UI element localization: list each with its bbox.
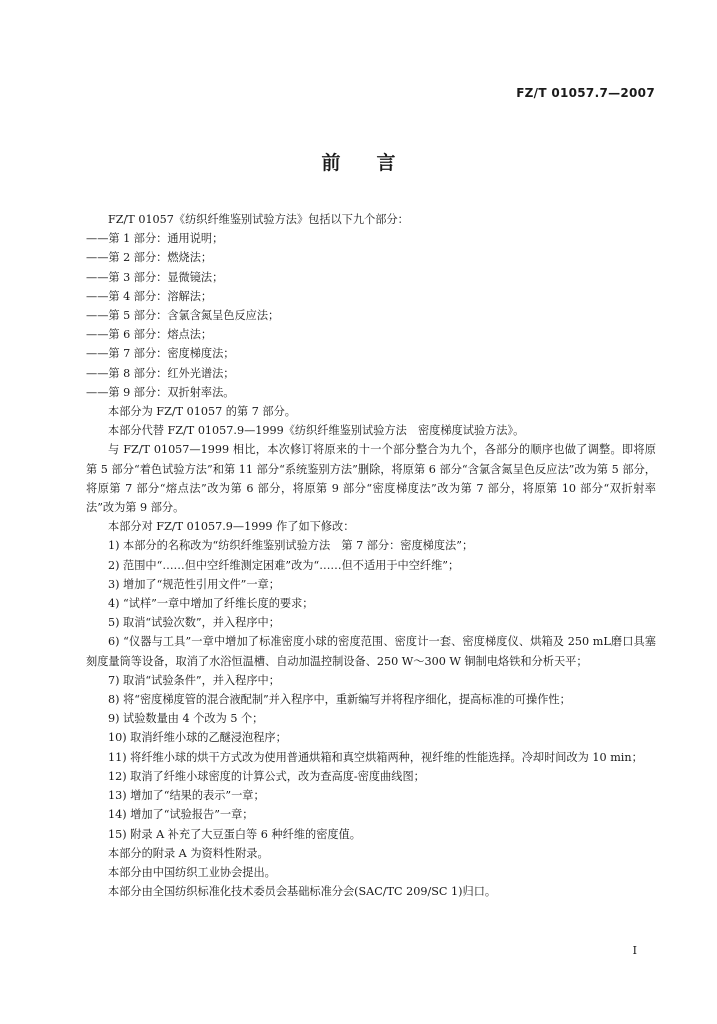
change-item: 15) 附录 A 补充了大豆蛋白等 6 种纤维的密度值。 bbox=[108, 827, 361, 841]
change-item: 13) 增加了“结果的表示”一章； bbox=[108, 789, 265, 803]
change-item: 4) “试样”一章中增加了纤维长度的要求； bbox=[108, 597, 314, 611]
change-item: 2) 范围中“……但中空纤维测定困难”改为“……但不适用于中空纤维”； bbox=[108, 558, 460, 572]
paragraph: 本部分为 FZ/T 01057 的第 7 部分。 bbox=[108, 405, 296, 419]
list-item: ——第 5 部分：含氯含氮呈色反应法； bbox=[86, 309, 280, 323]
paragraph: 与 FZ/T 01057—1999 相比，本次修订将原来的十一个部分整合为九个，各部分的顺序也做了调整。即将原第 5 部分“着色试验方法”和第 11 部分“系统鉴别方法”删除，将原第 6 部分“含氯含氮呈色反应法”改为第 5 部分，将原第 7 部分“熔点法”改为第 6 部分，将原第 9 部分“密度梯度法”改为第 7 部分，将原第 10 部分“双折射率法”改为第 9 部分。 bbox=[86, 443, 656, 515]
change-item: 5) 取消“试验次数”，并入程序中； bbox=[108, 616, 280, 630]
paragraph: 本部分由全国纺织标准化技术委员会基础标准分会(SAC/TC 209/SC 1)归口。 bbox=[108, 885, 497, 899]
change-item: 1) 本部分的名称改为“纺织纤维鉴别试验方法 第 7 部分：密度梯度法”； bbox=[108, 539, 474, 553]
list-item: ——第 3 部分：显微镜法； bbox=[86, 270, 224, 284]
paragraph: 本部分由中国纺织工业协会提出。 bbox=[108, 865, 276, 879]
page-title: 前言 bbox=[321, 152, 432, 174]
change-item: 6) “仪器与工具”一章中增加了标准密度小球的密度范围、密度计一套、密度梯度仪、烘箱及 250 mL磨口具塞刻度量筒等设备，取消了水浴恒温槽、自动加温控制设备、250 W～300 W 铜制电烙铁和分析天平； bbox=[86, 635, 656, 668]
change-item: 7) 取消“试验条件”，并入程序中； bbox=[108, 673, 280, 687]
foreword-body bbox=[86, 210, 656, 901]
list-item: ——第 1 部分：通用说明； bbox=[86, 232, 224, 246]
list-item: ——第 4 部分：溶解法； bbox=[86, 289, 213, 303]
list-item: ——第 9 部分：双折射率法。 bbox=[86, 385, 235, 399]
intro-paragraph: FZ/T 01057《纺织纤维鉴别试验方法》包括以下九个部分： bbox=[108, 213, 409, 226]
standard-code: FZ/T 01057.7—2007 bbox=[516, 86, 655, 100]
paragraph: 本部分代替 FZ/T 01057.9—1999《纺织纤维鉴别试验方法 密度梯度试验方法》。 bbox=[108, 424, 525, 438]
change-item: 9) 试验数量由 4 个改为 5 个； bbox=[108, 712, 264, 726]
change-item: 8) 将“密度梯度管的混合液配制”并入程序中，重新编写并将程序细化，提高标准的可操作性； bbox=[108, 693, 571, 707]
paragraph: 本部分的附录 A 为资料性附录。 bbox=[108, 846, 269, 860]
change-item: 14) 增加了“试验报告”一章； bbox=[108, 808, 254, 822]
page-number: I bbox=[632, 944, 637, 957]
list-item: ——第 7 部分：密度梯度法； bbox=[86, 347, 235, 361]
change-item: 11) 将纤维小球的烘干方式改为使用普通烘箱和真空烘箱两种，视纤维的性能选择。冷却时间改为 10 min； bbox=[108, 750, 643, 764]
change-item: 12) 取消了纤维小球密度的计算公式，改为查高度-密度曲线图； bbox=[108, 769, 425, 783]
list-item: ——第 6 部分：熔点法； bbox=[86, 328, 213, 342]
list-item: ——第 2 部分：燃烧法； bbox=[86, 251, 213, 265]
change-item: 10) 取消纤维小球的乙醚浸泡程序； bbox=[108, 731, 287, 745]
paragraph: 本部分对 FZ/T 01057.9—1999 作了如下修改： bbox=[108, 520, 355, 534]
change-item: 3) 增加了“规范性引用文件”一章； bbox=[108, 577, 280, 591]
list-item: ——第 8 部分：红外光谱法； bbox=[86, 366, 235, 380]
